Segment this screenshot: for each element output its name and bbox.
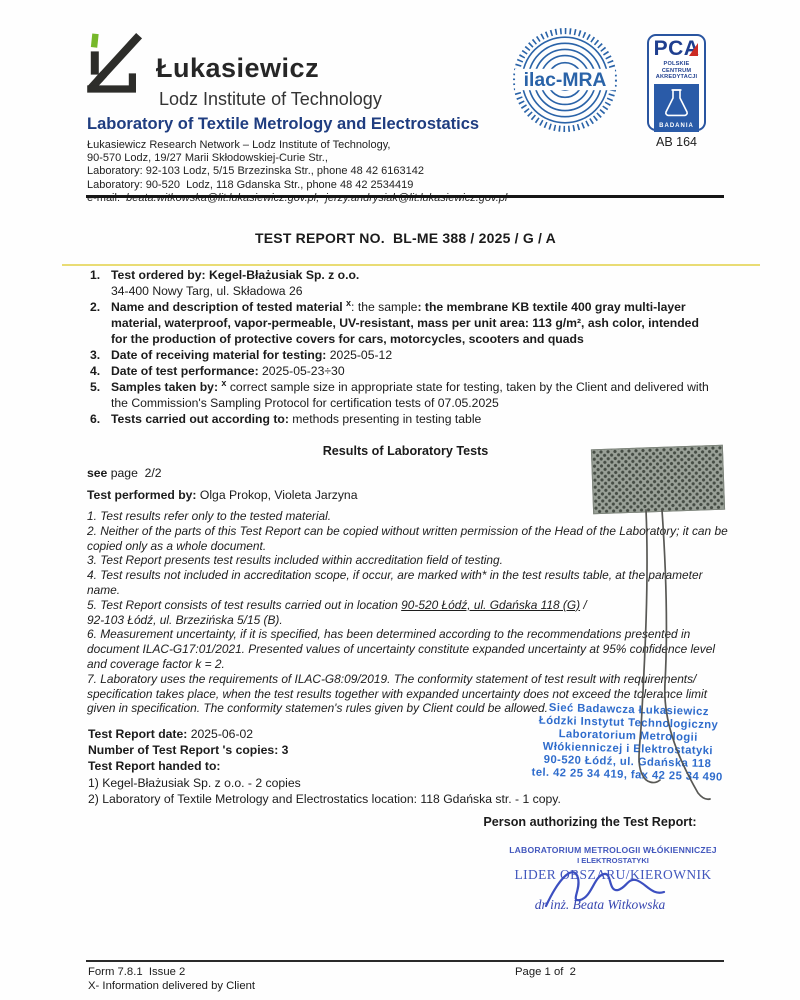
note: 3. Test Report presents test results included within accreditation field of testing. (87, 553, 503, 568)
item-text: the sample (357, 300, 418, 314)
stamp-line: LABORATORIUM METROLOGII WŁÓKIENNICZEJ (509, 845, 717, 855)
address-line: 90-570 Lodz, 19/27 Marii Skłodowskiej-Curie Str., (87, 152, 328, 165)
pca-acronym: PCA (653, 37, 700, 60)
note: 5. Test Report consists of test results carried out in location 90-520 Łódź, ul. Gdańska 118 (G) / 92-103 Łódź, ul. Brzezińska 5/15 (B). (87, 597, 587, 627)
handed-to-item: 1) Kegel-Błażusiak Sp. z o.o. - 2 copies (88, 775, 301, 790)
brand-subtitle: Lodz Institute of Technology (159, 89, 382, 109)
stamp-line: tel. 42 25 34 419, fax 42 25 34 490 (531, 766, 723, 784)
brand-name: Łukasiewicz (156, 53, 320, 83)
form-number: Form 7.8.1 Issue 2 (88, 966, 186, 978)
item-text: Date of test performance: (111, 364, 259, 378)
accreditation-number: AB 164 (655, 135, 697, 149)
list-item (90, 379, 718, 411)
footnote-explanation: X- Information delivered by Client (88, 980, 256, 992)
yellow-separator (62, 264, 760, 266)
item-text: : (351, 300, 358, 314)
address-line: Łukasiewicz Research Network – Lodz Institute of Technology, (87, 139, 391, 151)
ilac-mra-logo (512, 27, 618, 133)
item-number: 6. (90, 412, 101, 426)
ilac-mra-label: ilac-MRA (523, 69, 607, 92)
stamp-line: Włókienniczej i Elektrostatyki (542, 740, 714, 758)
item-text: correct sample size in appropriate state for testing, taken by the Client and delivered with the Commission's Sampling Protocol for certification tests of 07.05.2025 (111, 380, 713, 410)
item-text: Test ordered by: Kegel-Błażusiak Sp. z o.o. (111, 268, 360, 282)
footer-divider (86, 960, 724, 962)
list-item (90, 363, 718, 379)
note: 7. Laboratory uses the requirements of ILAC-G8:09/2019. The conformity statement of test result with requirements/ specification takes place, when the test results together with expanded uncertainty does not exceed the tolerance limit given in specification. The conformity statemen's rules given by Client could be allowed. (87, 671, 707, 716)
authorizing-heading: Person authorizing the Test Report: (483, 815, 697, 829)
report-date-line (88, 726, 561, 742)
item-text: Samples taken by: (111, 380, 222, 394)
footnote-marker: x (346, 297, 352, 308)
stamp-line: Sieć Badawcza Łukasiewicz (548, 701, 710, 719)
item-text: 34-400 Nowy Targ, ul. Składowa 26 (111, 284, 303, 298)
results-heading: Results of Laboratory Tests (322, 444, 489, 458)
list-item (90, 347, 718, 363)
see-value: page 2/2 (107, 466, 162, 480)
stamp-line: I ELEKTROSTATYKI (577, 856, 649, 865)
email-line (87, 192, 507, 205)
item-text: Tests carried out according to: (111, 412, 289, 426)
item-number: 4. (90, 364, 101, 378)
address-line: Laboratory: 90-520 Lodz, 118 Gdanska Str., phone 48 42 2534419 (87, 178, 414, 191)
list-item (90, 299, 718, 347)
item-text: : the membrane KB textile 400 gray multi-layer material, waterproof, vapor-permeable, UV-resistant, mass per unit area: 113 g/m², ash color, intended for the production of protective covers for cars, motorcycles, scooters and quads (111, 300, 699, 346)
pca-badania-label: BADANIA (659, 122, 694, 129)
stamp-line: 90-520 Łódź, ul. Gdańska 118 (543, 753, 712, 771)
address-line: Laboratory: 92-103 Lodz, 5/15 Brzezinska Str., phone 48 42 6163142 (87, 165, 424, 178)
flask-icon (662, 88, 691, 118)
note: 6. Measurement uncertainty, if it is specified, has been determined according to the recommendations presented in document ILAC-G17:01/2021. Presented values of uncertainty constitute expanded uncertainty at 95% confidence level and coverage factor k = 2. (87, 627, 715, 671)
footnote-marker: x (221, 377, 227, 388)
item-text: methods presenting in testing table (288, 412, 482, 426)
fabric-sample-swatch (591, 445, 725, 515)
see-label: see (87, 466, 108, 480)
stamp-line: LIDER OBSZARU/KIEROWNIK (514, 867, 712, 882)
laboratory-title: Laboratory of Textile Metrology and Electrostatics (87, 115, 480, 133)
note: 1. Test results refer only to the tested material. (87, 509, 332, 523)
performed-value: Olga Prokop, Violeta Jarzyna (196, 488, 358, 502)
list-item (90, 267, 718, 299)
pca-badge (647, 34, 706, 131)
header-divider (86, 195, 724, 198)
performed-label: Test performed by: (87, 488, 197, 502)
report-items-list (90, 267, 718, 427)
signer-name: dr inż. Beata Witkowska (534, 897, 666, 912)
page-number: Page 1 of 2 (515, 966, 576, 978)
test-performed-line (87, 488, 358, 502)
pca-red-accent-icon (689, 43, 698, 56)
handed-to-label: Test Report handed to: (88, 759, 221, 774)
report-info-block (88, 726, 561, 807)
report-title: TEST REPORT NO. BL-ME 388 / 2025 / G / A (255, 230, 556, 246)
handwritten-signature (540, 866, 670, 912)
item-text: Name and description of tested material (111, 300, 347, 314)
underlined-location: 90-520 Łódź, ul. Gdańska 118 (G) (401, 597, 581, 612)
item-number: 1. (90, 268, 101, 282)
list-item (90, 411, 718, 427)
item-text: 2025-05-23÷30 (258, 364, 345, 378)
lukasiewicz-logo-icon (86, 32, 150, 98)
item-number: 2. (90, 300, 101, 314)
handed-to-item: 2) Laboratory of Textile Metrology and Electrostatics location: 118 Gdańska str. - 1 copy. (88, 791, 561, 806)
report-date-label: Test Report date: (88, 727, 188, 741)
note: 2. Neither of the parts of this Test Report can be copied without written permission of the Head of the Laboratory; it can be copied only as a whole document. (87, 523, 728, 553)
note: 4. Test results not included in accreditation scope, if occur, are marked with* in the test results table, at the parameter name. (87, 568, 703, 597)
copies-line: Number of Test Report 's copies: 3 (88, 743, 289, 758)
report-date-value: 2025-06-02 (187, 727, 254, 741)
item-text: 2025-05-12 (326, 348, 393, 362)
stamp-line: Laboratorium Metrologii (558, 728, 698, 744)
item-text: Date of receiving material for testing: (111, 348, 327, 362)
item-number: 5. (90, 380, 101, 394)
pca-research-square (654, 84, 699, 132)
report-notes (87, 509, 730, 716)
item-number: 3. (90, 348, 101, 362)
see-page-line (87, 466, 162, 480)
pca-org-name: POLSKIE CENTRUM AKREDYTACJI (655, 61, 698, 81)
stamp-line: Łódzki Instytut Technologiczny (538, 714, 719, 732)
